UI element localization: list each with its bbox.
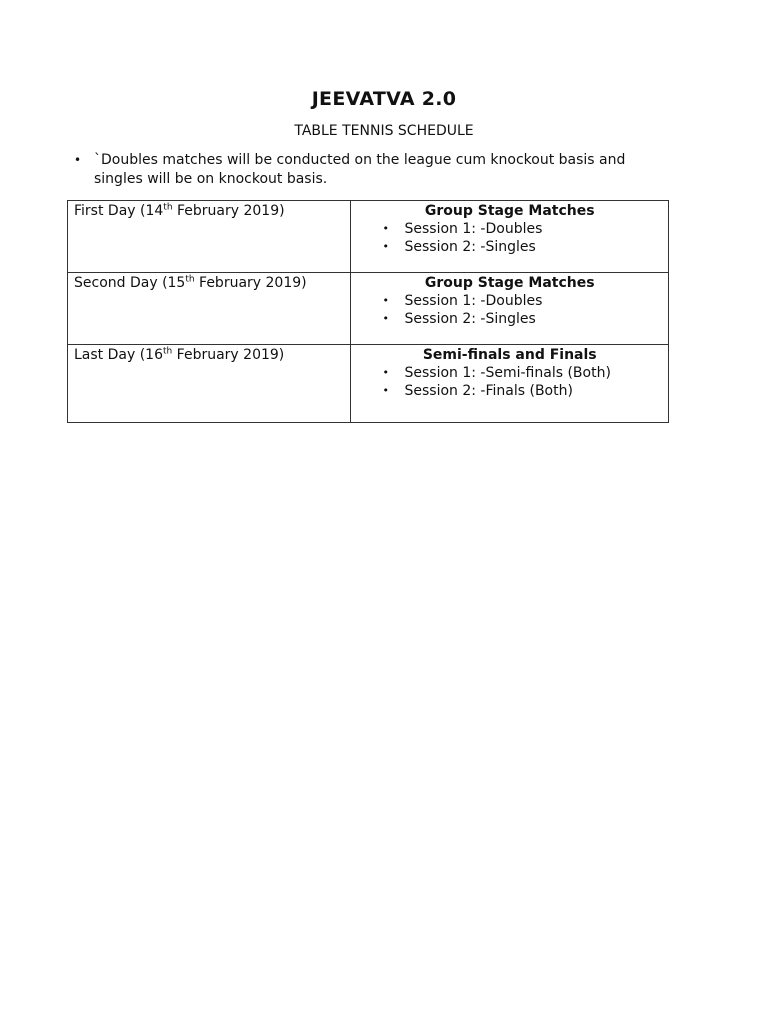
bullet-icon: •: [382, 240, 389, 253]
stage-heading: Semi-finals and Finals: [422, 347, 597, 363]
document-subtitle: TABLE TENNIS SCHEDULE: [294, 123, 474, 139]
session-list: [357, 220, 662, 256]
day-cell: [68, 201, 351, 273]
session-list: [357, 364, 662, 400]
document-title: JEEVATVA 2.0: [311, 88, 457, 110]
list-item: [382, 220, 662, 238]
day-cell: [68, 345, 351, 423]
day-label: Last Day (16: [74, 347, 163, 363]
day-cell: [68, 273, 351, 345]
day-ordinal: th: [185, 274, 195, 285]
session-text: Session 2: -Singles: [404, 311, 536, 327]
stage-heading: Group Stage Matches: [424, 203, 595, 219]
intro-text: `Doubles matches will be conducted on the league cum knockout basis and singles will be on knockout basis.: [94, 152, 626, 187]
stage-heading: Group Stage Matches: [424, 275, 595, 291]
sessions-cell: [351, 345, 669, 423]
bullet-icon: •: [382, 294, 389, 307]
list-item: [382, 382, 662, 400]
day-label: First Day (14: [74, 203, 164, 219]
session-text: Session 2: -Finals (Both): [404, 383, 573, 399]
schedule-row-first-day: [68, 201, 669, 273]
sessions-cell: [351, 273, 669, 345]
intro-bullet: [74, 151, 674, 189]
schedule-row-last-day: [68, 345, 669, 423]
bullet-icon: •: [382, 384, 389, 397]
bullet-icon: •: [382, 312, 389, 325]
sessions-cell: [351, 201, 669, 273]
list-item: [382, 310, 662, 328]
session-list: [357, 292, 662, 328]
day-label: Second Day (15: [74, 275, 186, 291]
day-ordinal: th: [162, 346, 173, 357]
day-month: February 2019): [172, 203, 285, 219]
session-text: Session 1: -Semi-finals (Both): [404, 365, 611, 381]
session-text: Session 2: -Singles: [404, 239, 536, 255]
day-ordinal: th: [163, 202, 173, 213]
bullet-icon: •: [382, 366, 389, 379]
schedule-row-second-day: [68, 273, 669, 345]
list-item: [382, 292, 662, 310]
list-item: [382, 238, 662, 256]
session-text: Session 1: -Doubles: [404, 293, 543, 309]
bullet-icon: •: [74, 153, 82, 167]
schedule-table: [67, 200, 669, 423]
day-month: February 2019): [172, 347, 285, 363]
session-text: Session 1: -Doubles: [404, 221, 543, 237]
day-month: February 2019): [194, 275, 307, 291]
list-item: [382, 364, 662, 382]
bullet-icon: •: [382, 222, 389, 235]
